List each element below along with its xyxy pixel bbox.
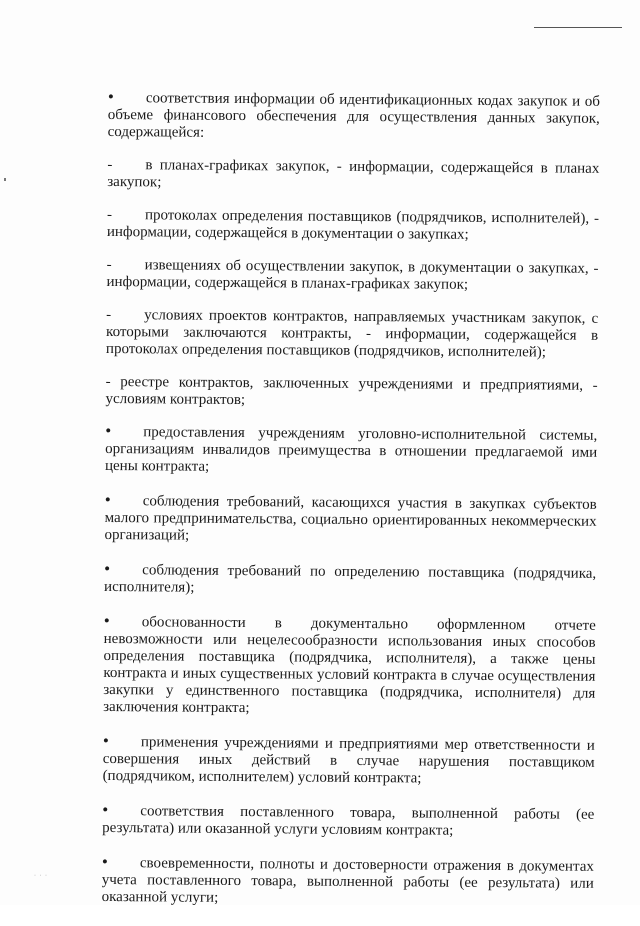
list-item-text: в планах-графиках закупок, - информации, содержащейся в планах закупок;: [107, 157, 600, 191]
list-item: [104, 491, 596, 548]
header-rule: [534, 27, 622, 28]
bullet-marker: •: [102, 730, 109, 751]
list-item: [102, 853, 594, 910]
list-item: [103, 732, 595, 789]
list-item-text: соблюдения требований по определению поставщика (подрядчика, исполнителя);: [104, 562, 597, 596]
list-item: [105, 374, 597, 412]
list-item: [107, 157, 599, 195]
list-item-text: соответствия информации об идентификационных кодах закупок и об объеме финансового обеспечения для осуществления данных закупок, содержащейся:: [107, 90, 600, 141]
list-item: [104, 560, 596, 600]
bullet-marker: •: [103, 610, 110, 631]
bullet-marker: •: [104, 489, 111, 510]
dash-marker: -: [106, 256, 112, 274]
list-item-text: своевременности, полноты и достоверности отражения в документах учета поставленного товара, выполненной работы (ее результата) или оказанной услуги;: [101, 855, 594, 906]
bullet-marker: •: [107, 87, 114, 107]
dash-marker: -: [106, 306, 112, 324]
bullet-marker: •: [102, 799, 109, 820]
list-item-text: предоставления учреждениям уголовно-исполнительной системы, организациям инвалидов преимущества в отношении предлагаемой ими цены контракта;: [104, 424, 598, 475]
bullet-marker: •: [105, 420, 112, 441]
bullet-marker: •: [101, 851, 108, 872]
list-item: [103, 612, 596, 720]
list-item-text: соответствия поставленного товара, выполненной работы (ее результата) или оказанной услуги условиям контракта;: [102, 803, 595, 839]
list-item: [106, 257, 598, 295]
list-item: [102, 801, 594, 841]
list-item: [105, 422, 597, 479]
list-item-text: соблюдения требований, касающихся участия в закупках субъектов малого предпринимательства, социально ориентированных некоммерческих организаций;: [104, 493, 597, 544]
list-item: [108, 88, 600, 145]
dash-marker: -: [106, 206, 113, 224]
list-item-text: условиях проектов контрактов, направляемых участникам закупок, с которыми заключаются контракты, - информации, содержащейся в протоколах определения поставщиков (подрядчиков, исполнителей);: [105, 307, 599, 361]
list-item: [107, 207, 599, 245]
scan-speck: · · ·: [34, 873, 48, 879]
document-body: [101, 88, 600, 926]
bullet-marker: •: [104, 558, 111, 579]
list-item-text: извещениях об осуществлении закупок, в документации о закупках, - информации, содержащейся в планах-графиках закупок;: [106, 257, 599, 293]
list-item: [106, 307, 598, 362]
list-item-text: протоколах определения поставщиков (подрядчиков, исполнителей), - информации, содержащейся в документации о закупках;: [106, 207, 600, 243]
list-item-text: применения учреждениями и предприятиями мер ответственности и совершения иных действий в случае нарушения поставщиком (подрядчиком, исполнителем) условий контракта;: [102, 734, 595, 787]
list-item-text: - реестре контрактов, заключенных учреждениями и предприятиями, - условиям контрактов;: [105, 373, 598, 409]
list-item-text: обоснованности в документально оформленном отчете невозможности или нецелесообразности использования иных способов определения поставщика (подрядчика, исполнителя), а также цены контракта и иных существенных условий контракта в случае осуществления закупки у единственного поставщика (подрядчика, исполнителя) для заключения контракта;: [103, 614, 596, 717]
scan-speck: [4, 178, 6, 181]
dash-marker: -: [107, 156, 113, 174]
